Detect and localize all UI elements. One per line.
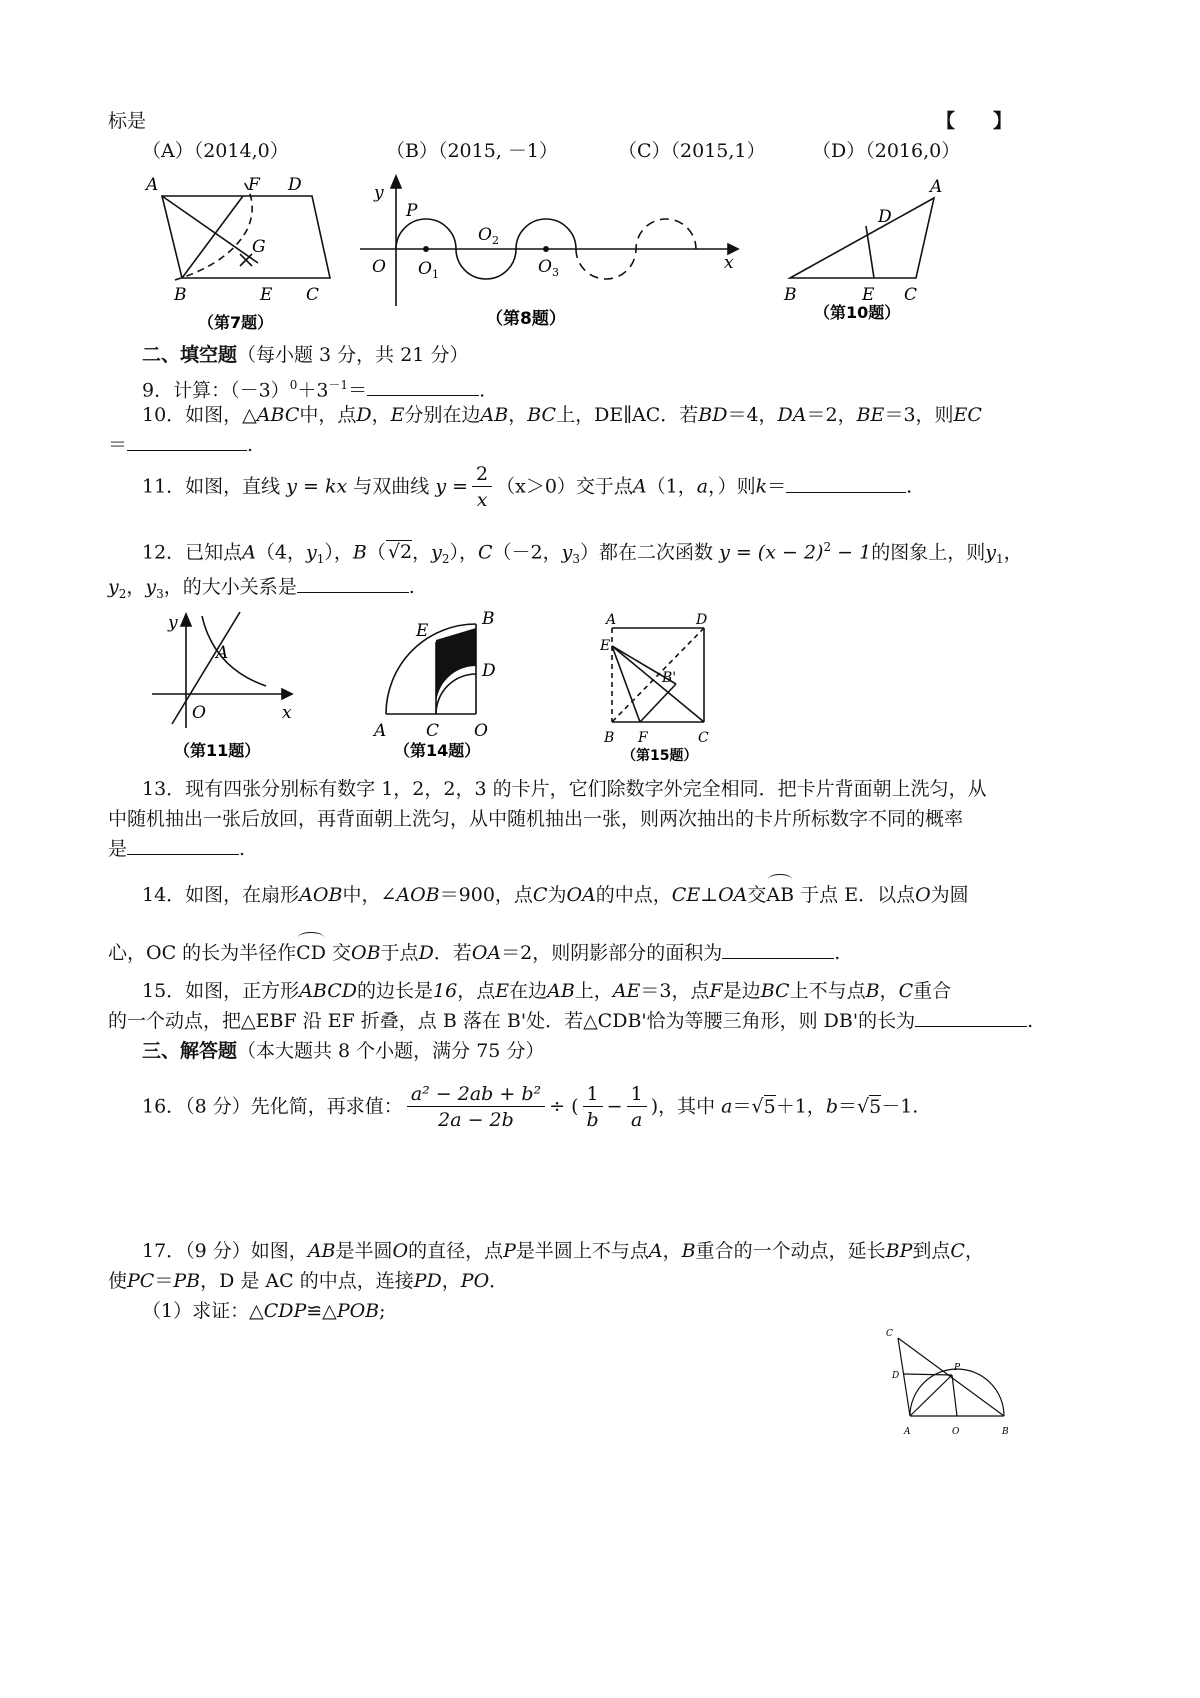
fig7-caption: （第7题） [198,313,274,332]
fig10-label-e: E [862,285,875,305]
fig15-label-b: B [604,730,615,746]
q15-answer-blank[interactable] [915,1006,1027,1027]
fig14-label-c: C [426,721,440,741]
fig15-caption: （第15题） [622,748,698,764]
fig7-label-g: G [252,237,266,257]
fig7-label-a: A [146,175,159,195]
fig14-label-e: E [416,621,429,641]
question-11: 11．如图，直线 y = kx 与双曲线 y = $\frac{2}{x}$ （x＞0）交于点A（1，a，）则k＝ . [142,463,913,511]
question-12: 12．已知点A（4，$y_1$），B（ √2，$y_2$），C（－2，$y_3$）都在二次函数 $y = (x - 2)^2 - 1$的图象上，则$y_1$， [142,540,1023,567]
q10-answer-blank[interactable] [127,430,247,451]
option-d: （D）（2016,0） [812,140,961,162]
fig17-label-o: O [952,1427,960,1437]
fig11-label-x: x [282,703,292,723]
fig17-label-a: A [904,1427,911,1437]
figure-17 [880,1322,1030,1442]
fig8-label-y: y [374,183,384,203]
fig11-caption: （第11题） [174,741,261,760]
fig7-label-f: F [248,175,260,195]
fig15-label-f: F [638,730,648,746]
q14-arc-cd: CD [296,938,326,968]
fig10-label-c: C [904,285,918,305]
figure-15 [600,606,770,766]
q11-fraction: $\frac{2}{x}$ [472,462,492,513]
fig10-label-d: D [878,207,892,227]
section-3-heading [142,1036,544,1066]
fig14-label-d: D [482,661,496,681]
fig8-label-o2: $O_2$ [478,225,499,247]
q9-answer-blank[interactable] [367,375,479,396]
fig17-label-p: P [954,1363,961,1373]
fig7-label-e: E [260,285,273,305]
figure-14 [370,606,540,766]
option-a: （A）（2014,0） [142,140,289,162]
q8-tail-text: 标是 [108,110,147,132]
fig11-label-y: y [168,613,178,633]
q12-answer-blank[interactable] [297,572,409,593]
fig15-label-d: D [696,612,708,628]
fig15-label-bprime: B' [662,670,677,686]
fig8-caption: （第8题） [486,309,566,329]
fig8-label-p: P [406,201,418,221]
option-b: （B）（2015, －1） [386,140,558,162]
question-14-line1: 14．如图，在扇形AOB中，∠AOB＝900，点C为OA的中点，CE⊥OA交AB 于点 E．以点O为圆 [142,880,969,910]
q11-answer-blank[interactable] [786,472,906,493]
q13-answer-blank[interactable] [127,834,239,855]
figure-7 [140,168,340,333]
question-13-line3: 是 . [108,834,245,864]
fig8-label-o1: $O_1$ [418,259,439,281]
question-12-line2: $y_2$，$y_3$，的大小关系是 . [108,572,415,609]
fig15-label-a: A [606,612,617,628]
fig8-label-x: x [724,253,734,273]
fig15-label-c: C [698,730,709,746]
section-2-note: （每小题 3 分，共 21 分） [237,344,469,366]
question-17-line1: 17．（9 分）如图，AB是半圆O的直径，点P是半圆上不与点A，B重合的一个动点，延长BP到点C， [142,1240,984,1262]
fig11-label-a: A [216,643,229,663]
question-13-line2: 中随机抽出一张后放回，再背面朝上洗匀，从中随机抽出一张，则两次抽出的卡片所标数字不同的概率 [108,808,964,830]
fig8-label-o3: $O_3$ [538,257,559,279]
q14-answer-blank[interactable] [722,938,834,959]
fig15-label-e: E [600,638,611,654]
question-10: 10．如图，△ABC中，点D，E分别在边AB，BC上，DE∥AC．若BD＝4，DA＝2，BE＝3，则EC [142,404,982,426]
section-2-title: 二、填空题 [142,344,238,366]
section-3-title: 三、解答题 [142,1040,238,1062]
question-17-sub1: （1）求证：△CDP≌△POB; [142,1300,386,1322]
q16-main-fraction: $\frac{\text{a² − 2ab + b²}}{2a - 2b}$ [407,1082,545,1133]
figure-8 [360,168,760,338]
fig7-label-b: B [174,285,187,305]
option-c: （C）（2015,1） [618,140,766,162]
question-15-line1: 15．如图，正方形ABCD的边长是16，点E在边AB上，AE＝3，点F是边BC上不与点B，C重合 [142,980,952,1002]
fig17-label-b: B [1002,1427,1009,1437]
fig14-label-b: B [482,609,495,629]
fig14-label-a: A [374,721,387,741]
question-14-line2: 心，OC 的长为半径作CD 交OB于点D．若OA＝2，则阴影部分的面积为 . [108,938,840,968]
question-15-line2: 的一个动点，把△EBF 沿 EF 折叠，点 B 落在 B'处．若△CDB'恰为等腰三角形，则 DB'的长为 . [108,1006,1033,1036]
question-9: 9．计算：$(-3)^0+3^{-1}=$ . [142,370,485,405]
fig10-label-a: A [930,177,943,197]
question-16: 16．（8 分）先化简，再求值： $\frac{\text{a² − 2ab + b²}}{2a - 2b}$ ÷ ( $\frac{1}{b}$ − $\frac{1}{a}$ )，其中 a＝√5＋1，b＝√5－1. [142,1083,919,1131]
fig17-label-c: C [886,1329,893,1339]
fig8-label-o: O [372,257,386,277]
answer-bracket: 【 】 [936,110,1013,132]
fig14-label-o: O [474,721,488,741]
fig7-label-d: D [288,175,302,195]
section-2-heading [142,340,468,370]
section-3-note: （本大题共 8 个小题，满分 75 分） [237,1040,545,1062]
question-10-line2: ＝ . [108,430,253,460]
q14-arc-ab: AB [766,880,794,910]
fig7-label-c: C [306,285,320,305]
fig10-caption: （第10题） [814,303,901,322]
fig17-label-d: D [892,1371,900,1381]
question-13-line1: 13．现有四张分别标有数字 1，2，2，3 的卡片，它们除数字外完全相同．把卡片背面朝上洗匀，从 [142,778,987,800]
fig10-label-b: B [784,285,797,305]
figure-11 [150,606,320,766]
question-17-line2: 使PC＝PB，D 是 AC 的中点，连接PD，PO． [108,1270,509,1292]
fig11-label-o: O [192,703,206,723]
fig14-caption: （第14题） [394,741,481,760]
figure-10 [780,168,980,333]
